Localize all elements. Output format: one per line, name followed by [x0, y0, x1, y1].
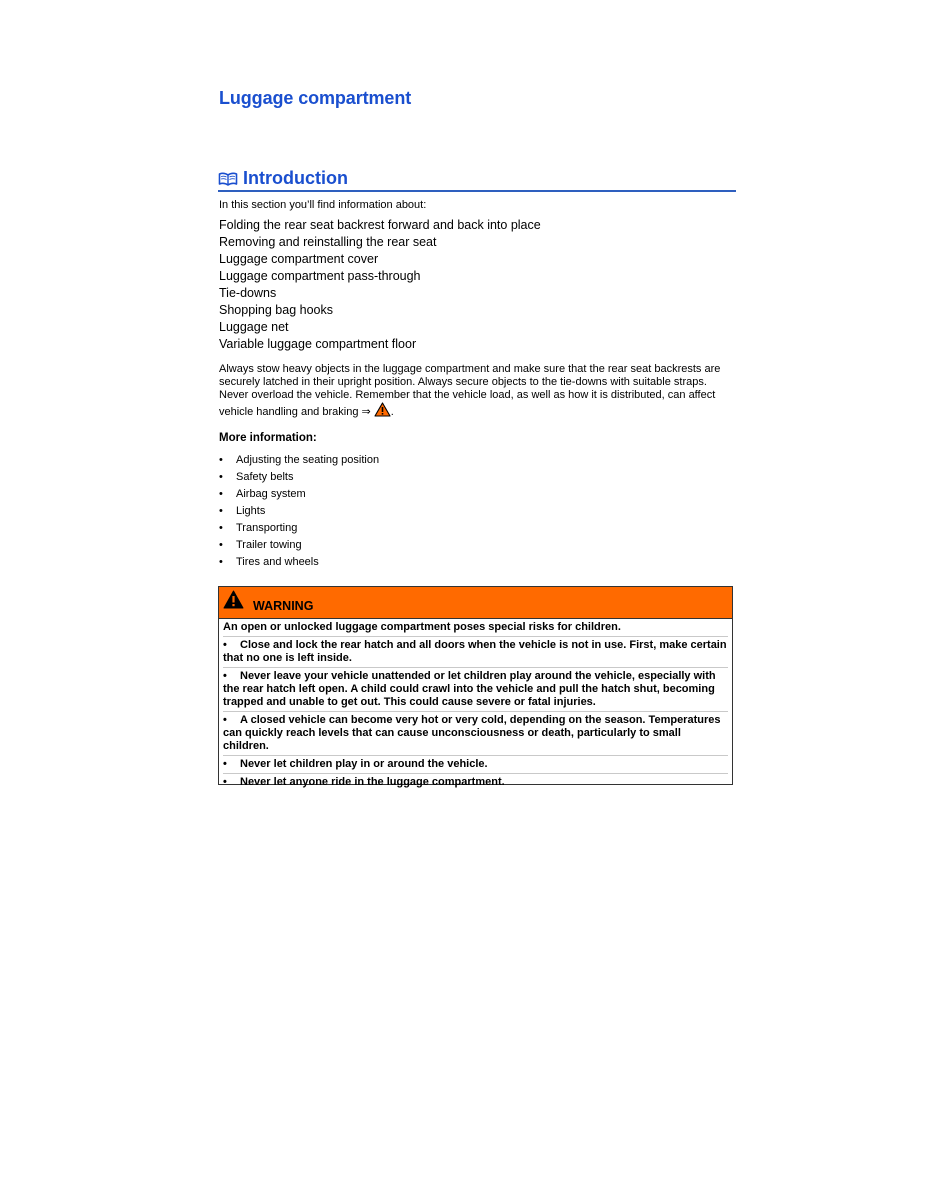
warning-triangle-icon: [223, 590, 244, 609]
bullet: •: [219, 454, 223, 466]
link-safety-belts[interactable]: Safety belts: [236, 471, 294, 483]
bullet: •: [219, 488, 223, 500]
warning-item: [223, 756, 728, 774]
section-title: Luggage compartment: [219, 88, 412, 108]
topic-list: [219, 217, 541, 353]
bullet: •: [219, 471, 223, 483]
link-transporting[interactable]: Transporting: [236, 522, 298, 534]
open-book-icon: [218, 171, 238, 187]
topic-item: Shopping bag hooks: [219, 303, 333, 317]
topic-item: Luggage net: [219, 320, 289, 334]
warning-header: [219, 587, 732, 619]
warning-item-text: Never let children play in or around the vehicle.: [240, 758, 488, 770]
warning-item: [223, 712, 728, 756]
topic-item: Tie-downs: [219, 286, 277, 300]
warning-item: [223, 668, 728, 712]
warning-item-text: Never let anyone ride in the luggage compartment.: [240, 776, 505, 788]
more-information-item[interactable]: [219, 520, 379, 537]
topic-item: Removing and reinstalling the rear seat: [219, 235, 437, 249]
warning-item-text: Never leave your vehicle unattended or let children play around the vehicle, especially with the rear hatch left open. A child could crawl into the vehicle and pull the hatch shut, becoming trapped and unable to get out. This could cause severe or fatal injuries.: [223, 670, 716, 708]
warning-body: [219, 619, 732, 791]
warning-item: [223, 637, 728, 668]
stowing-paragraph-end: .: [390, 406, 394, 418]
more-information-item[interactable]: [219, 486, 379, 503]
topic-item: Folding the rear seat backrest forward and back into place: [219, 218, 541, 232]
warning-item-text: Close and lock the rear hatch and all doors when the vehicle is not in use. First, make certain that no one is left inside.: [223, 639, 727, 664]
warning-item-text: A closed vehicle can become very hot or very cold, depending on the season. Temperatures can quickly reach levels that can cause unconsciousness or death, particularly to small children.: [223, 714, 721, 752]
bullet: •: [223, 714, 227, 726]
bullet: •: [223, 776, 227, 788]
link-trailer-towing[interactable]: Trailer towing: [236, 539, 302, 551]
topic-item: Luggage compartment cover: [219, 252, 379, 266]
intro-lead-text: In this section you’ll find information about:: [219, 199, 427, 211]
more-information-item[interactable]: [219, 469, 379, 486]
warning-box: [218, 586, 733, 788]
link-tires-and-wheels[interactable]: Tires and wheels: [236, 556, 319, 568]
bullet: •: [219, 522, 223, 534]
link-lights[interactable]: Lights: [236, 505, 266, 517]
intro-heading: [218, 166, 736, 192]
more-information-item[interactable]: [219, 537, 379, 554]
bullet: •: [219, 505, 223, 517]
more-information-item[interactable]: [219, 452, 379, 469]
topic-item: Luggage compartment pass-through: [219, 269, 421, 283]
warning-label: WARNING: [253, 598, 314, 613]
link-airbag-system[interactable]: Airbag system: [236, 488, 306, 500]
warning-lead: An open or unlocked luggage compartment poses special risks for children.: [223, 619, 728, 637]
warning-reference-icon[interactable]: [374, 402, 391, 417]
more-information-list: [219, 452, 379, 571]
bullet: •: [219, 556, 223, 568]
stowing-paragraph: [219, 363, 729, 419]
more-information-item[interactable]: [219, 554, 379, 571]
intro-title: Introduction: [243, 167, 348, 188]
bullet: •: [223, 758, 227, 770]
warning-item: [223, 774, 728, 791]
bullet: •: [219, 539, 223, 551]
bullet: •: [223, 639, 227, 651]
bullet: •: [223, 670, 227, 682]
stowing-paragraph-text: Always stow heavy objects in the luggage compartment and make sure that the rear seat backrests are securely latched in their upright position. Always secure objects to the tie-downs with suitable straps. Never overload the vehicle. Remember that the vehicle load, as well as how it is distributed, can affect vehicle handling and braking ⇒: [219, 363, 721, 418]
link-adjusting-seating-position[interactable]: Adjusting the seating position: [236, 454, 380, 466]
more-information-title: More information:: [219, 432, 317, 444]
more-information-item[interactable]: [219, 503, 379, 520]
topic-item: Variable luggage compartment floor: [219, 337, 417, 351]
